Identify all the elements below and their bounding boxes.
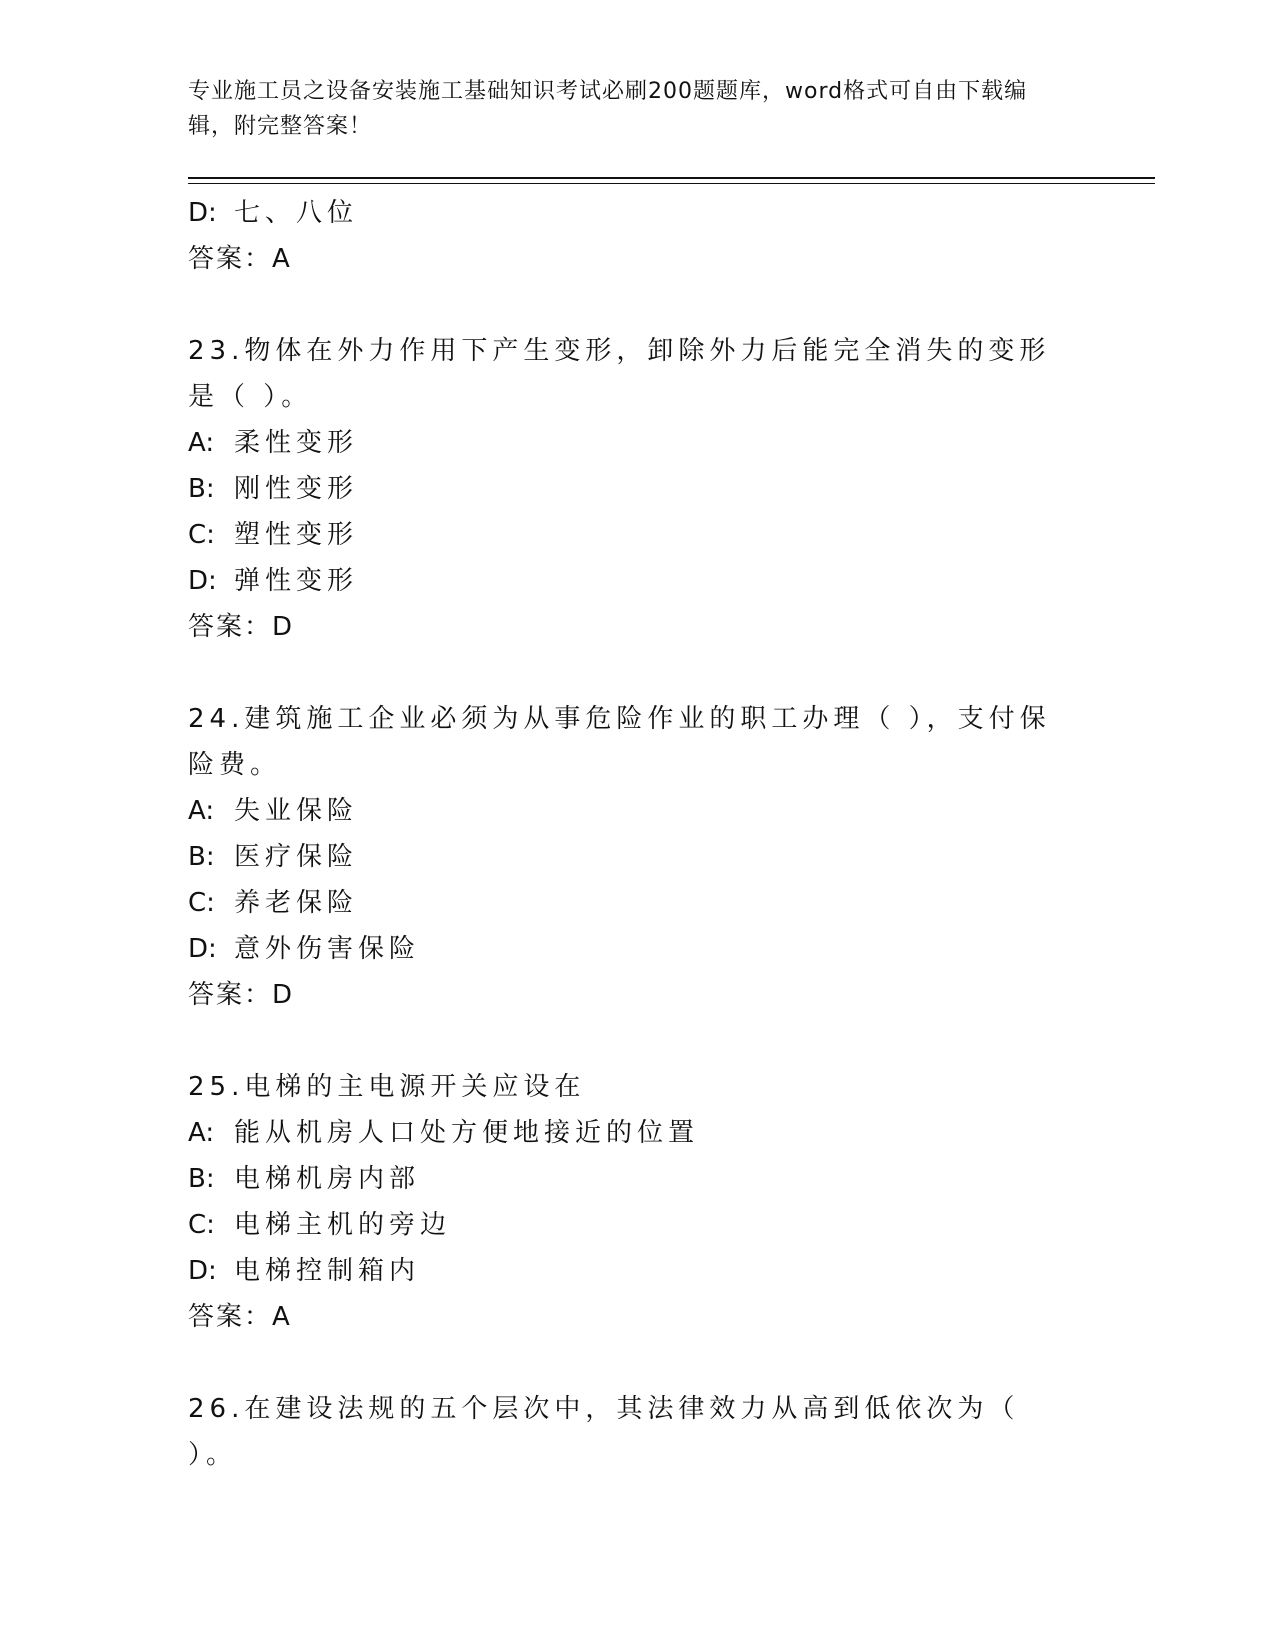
option-key: B: [188,1164,215,1194]
question-stem: 25.电梯的主电源开关应设在 [188,1072,586,1102]
question-stem: 26.在建设法规的五个层次中，其法律效力从高到低依次为（ ）。 [188,1394,1020,1470]
option-text: 七、八位 [234,198,359,228]
option-c [188,880,1068,926]
answer-line: 答案：D [188,980,295,1010]
option-text: 电梯机房内部 [234,1164,421,1194]
option-text: 弹性变形 [234,566,359,596]
question-stem: 24.建筑施工企业必须为从事危险作业的职工办理（ ），支付保险费。 [188,704,1051,780]
answer-line: 答案：A [188,1302,292,1332]
question-26 [188,1386,1068,1478]
option-b [188,834,1068,880]
option-b [188,466,1068,512]
question-23 [188,328,1068,650]
option-text: 医疗保险 [234,842,359,872]
option-key: C: [188,1210,215,1240]
option-a [188,788,1068,834]
header-divider-thin [188,183,1155,184]
answer-line: 答案：D [188,612,295,642]
previous-question-tail [188,190,1068,282]
option-b [188,1156,1068,1202]
option-key: D: [188,566,217,596]
option-text: 养老保险 [234,888,359,918]
option-text: 电梯控制箱内 [234,1256,421,1286]
option-d [188,926,1068,972]
option-key: A: [188,796,215,826]
option-c [188,512,1068,558]
option-text: 刚性变形 [234,474,359,504]
answer-line: 答案：A [188,244,292,274]
option-text: 柔性变形 [234,428,359,458]
option-key: C: [188,520,215,550]
document-header: 专业施工员之设备安装施工基础知识考试必刷200题题库，word格式可自由下载编辑，附完整答案！ [188,79,1028,139]
option-c [188,1202,1068,1248]
option-d [188,558,1068,604]
question-list [188,190,1068,1478]
option-key: D: [188,934,217,964]
option-key: D: [188,1256,217,1286]
header-divider-thick [188,177,1155,179]
question-stem: 23.物体在外力作用下产生变形，卸除外力后能完全消失的变形是（ ）。 [188,336,1051,412]
option-text: 意外伤害保险 [234,934,421,964]
option-text: 能从机房人口处方便地接近的位置 [234,1118,700,1148]
option-text: 塑性变形 [234,520,359,550]
option-text: 电梯主机的旁边 [234,1210,452,1240]
option-key: D: [188,198,217,228]
option-key: B: [188,474,215,504]
option-d [188,1248,1068,1294]
option-key: C: [188,888,215,918]
question-25 [188,1064,1068,1340]
option-key: A: [188,1118,215,1148]
option-text: 失业保险 [234,796,359,826]
question-24 [188,696,1068,1018]
option-d [188,190,1068,236]
option-key: A: [188,428,215,458]
option-a [188,1110,1068,1156]
option-a [188,420,1068,466]
option-key: B: [188,842,215,872]
